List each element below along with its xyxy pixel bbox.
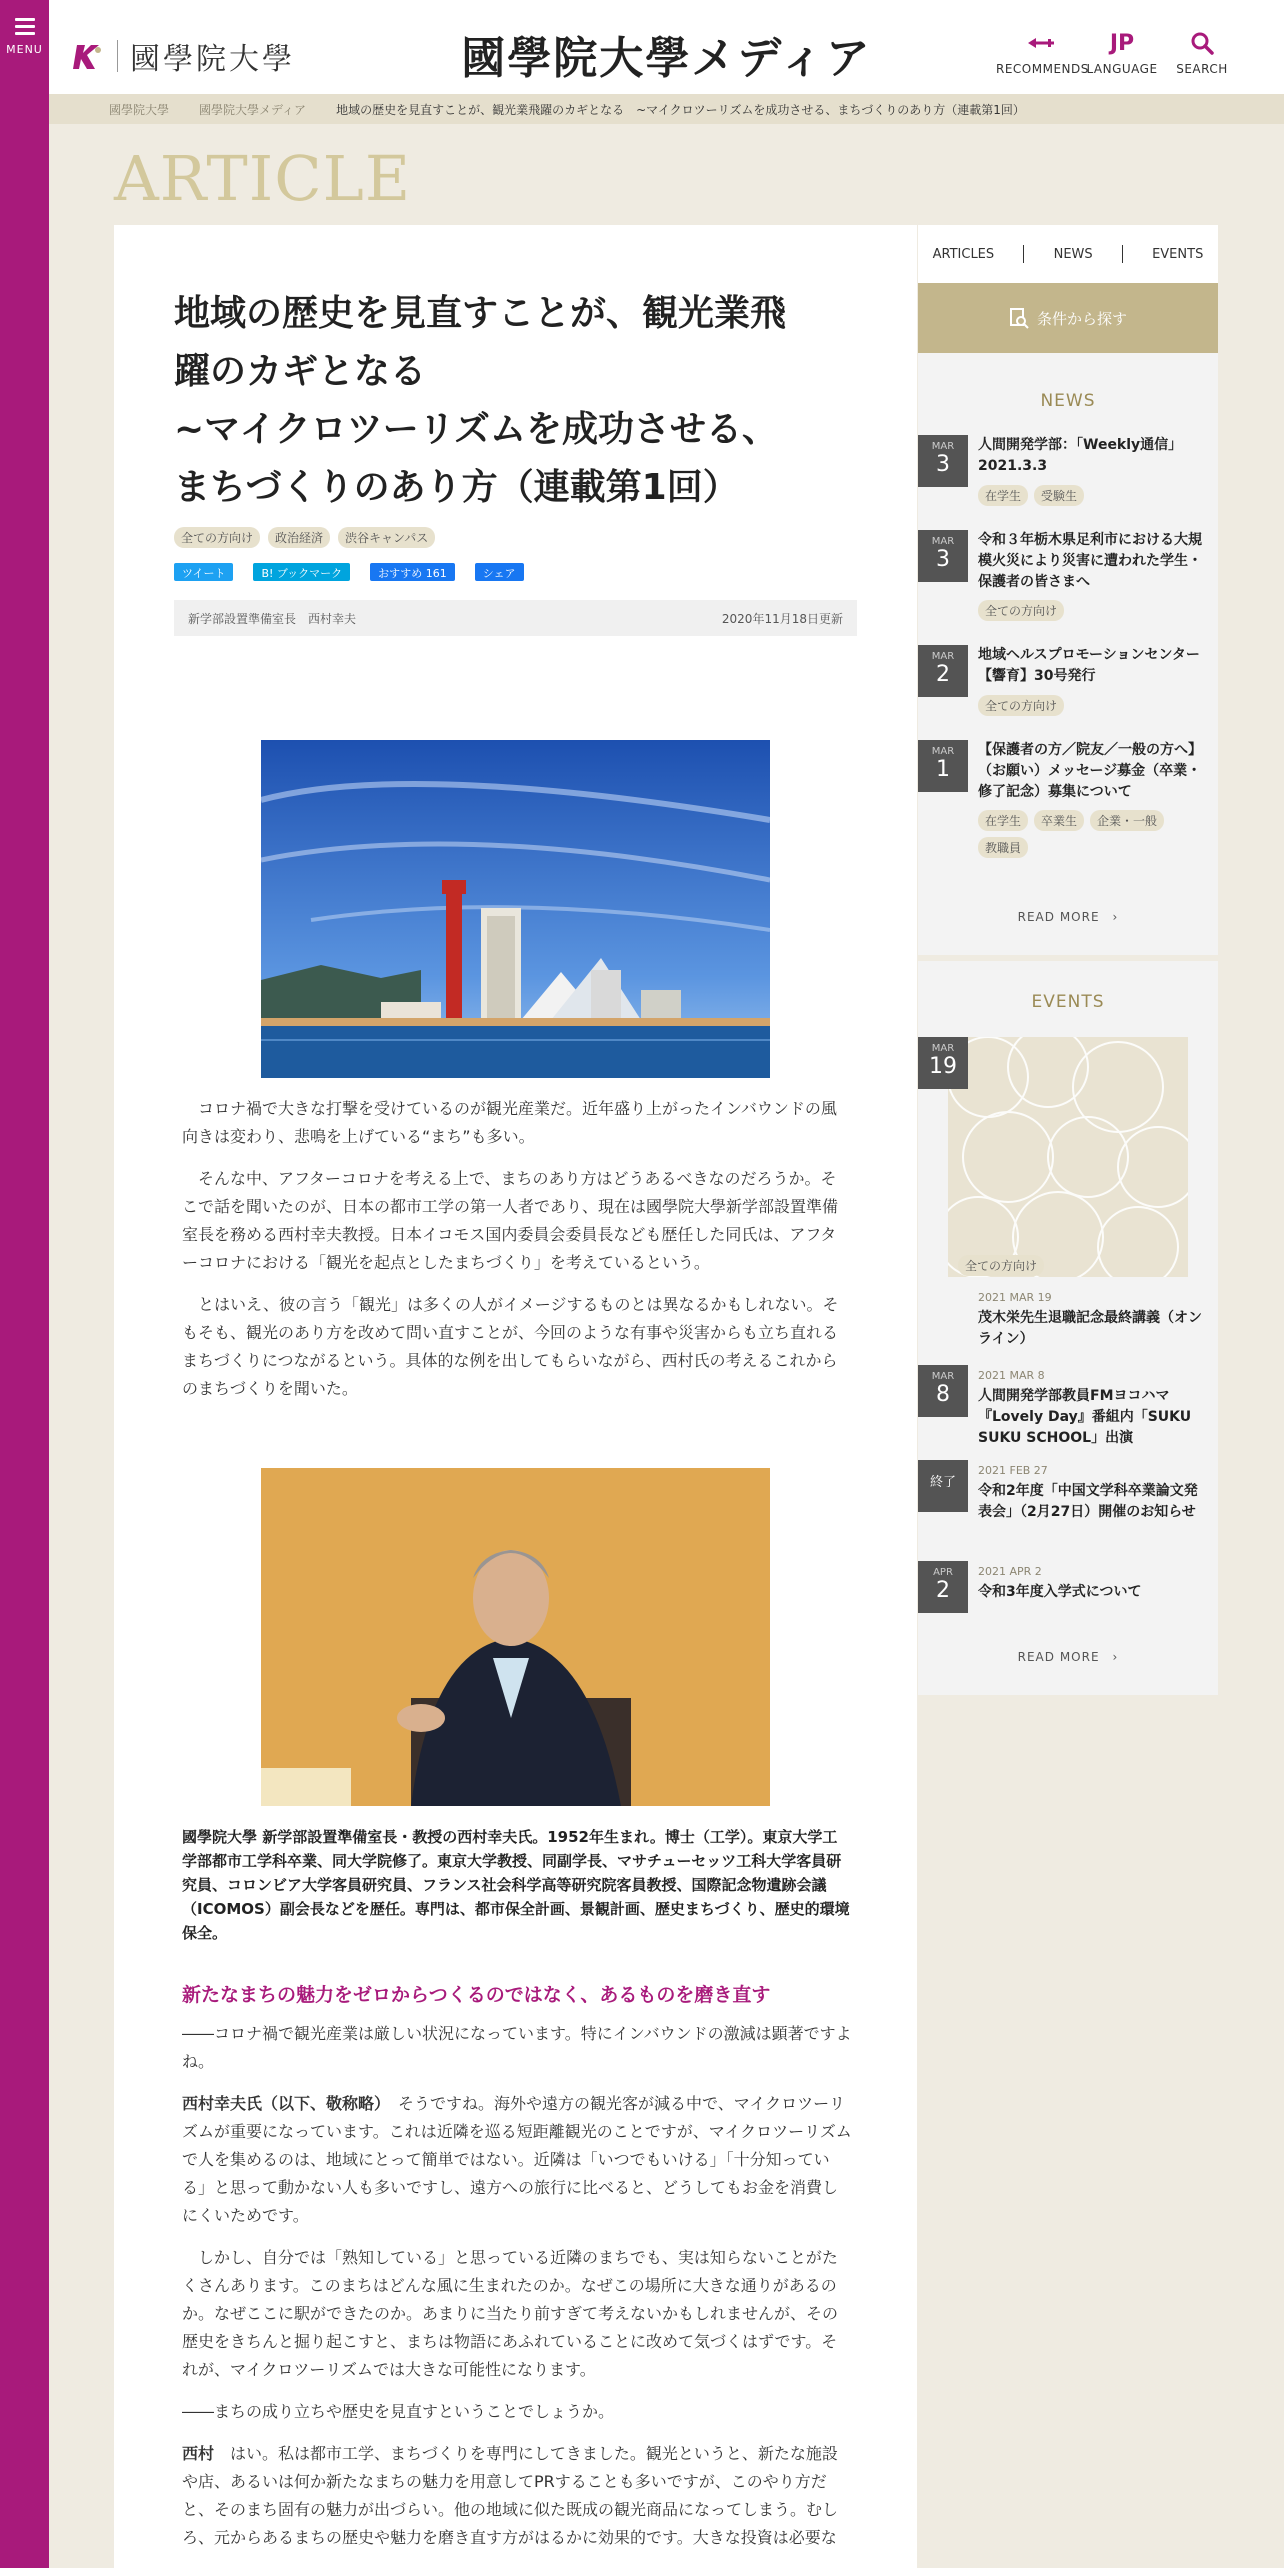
paragraph: とはいえ、彼の言う「観光」は多くの人がイメージするものとは異なるかもしれない。そもそも、観光のあり方を改めて問い直すことが、今回のような有事や災害からも立ち直れるまちづくりにつながるという。具体的な例を出してもらいながら、西村氏の考えるこれからのまちづくりを聞いた。 (182, 1295, 839, 1398)
answer-text: そうですね。海外や遠方の観光客が減る中で、マイクロツーリズムが重要になっています。これは近隣を巡る短距離観光のことですが、マイクロツーリズムで人を集めるのは、地域にとって簡単ではない。近隣は「いつでもいける」「十分知っている」と思って動かない人も多いですし、遠方への旅行に比べると、どうしてもお金を消費しにくいためです。 (182, 2094, 852, 2225)
news-title[interactable]: 地域ヘルスプロモーションセンター【響育】30号発行 (978, 647, 1200, 684)
answer (182, 2090, 852, 2230)
answer (182, 2440, 852, 2552)
chevron-right-icon: › (1099, 910, 1119, 924)
article-title-line: まちづくりのあり方（連載第1回） (174, 467, 739, 508)
paragraph: コロナ禍で大きな打撃を受けているのが観光産業だ。近年盛り上がったインバウンドの風向きは変わり、悲鳴を上げている“まち”も多い。 (182, 1099, 837, 1146)
event-title-text: 茂木栄先生退職記念最終講義（オンライン） (978, 1310, 1202, 1347)
updated-date: 2020年11月18日更新 (721, 611, 843, 626)
hatena-bookmark-button[interactable]: B! ブックマーク (253, 563, 350, 581)
speaker-name: 西村 (182, 2444, 215, 2463)
aside-nav (918, 225, 1218, 283)
site-title[interactable]: 國學院大學メディア (461, 33, 872, 84)
date-month: MAR (931, 746, 955, 757)
event-title-text: 人間開発学部教員FMヨコハマ『Lovely Day』番組内「SUKU SUKU SCHOOL」出演 (978, 1388, 1192, 1446)
divider (1122, 245, 1123, 263)
tag[interactable]: 在学生 (978, 810, 1028, 831)
recommend-arrow-icon (996, 28, 1086, 58)
news-title[interactable]: 【保護者の方／院友／一般の方へ】（お願い）メッセージ募金（卒業・修了記念）募集について (978, 742, 1202, 800)
question: ――コロナ禍で観光産業は厳しい状況になっています。特にインバウンドの激減は顕著ですよね。 (182, 2024, 852, 2071)
breadcrumb (49, 94, 1284, 124)
kobe-port-photo (261, 740, 770, 1078)
tag[interactable]: 渋谷キャンパス (338, 527, 435, 548)
event-date-text: 2021 FEB 27 (978, 1464, 1048, 1477)
event-date-text: 2021 APR 2 (978, 1565, 1042, 1578)
date-day: 2 (936, 1578, 950, 1603)
article-main (114, 225, 917, 2568)
tag[interactable]: 政治経済 (268, 527, 330, 548)
date-month: MAR (931, 651, 955, 662)
event-title[interactable] (978, 1561, 1204, 1603)
news-date (918, 435, 968, 487)
date-day: 3 (936, 452, 950, 477)
site-header (49, 0, 1284, 94)
event-date (918, 1460, 968, 1512)
search-button[interactable] (1157, 28, 1247, 76)
date-month: APR (933, 1567, 953, 1578)
date-month: MAR (931, 441, 955, 452)
event-date (918, 1561, 968, 1613)
tag[interactable]: 在学生 (978, 485, 1028, 506)
section-heading-article: ARTICLE (114, 142, 412, 215)
news-tags (978, 810, 1204, 858)
news-section-title: NEWS (1040, 391, 1096, 411)
facebook-share-button[interactable]: シェア (475, 563, 524, 581)
hamburger-icon-bar (15, 32, 35, 35)
article-title (174, 285, 864, 517)
date-day: 2 (936, 662, 950, 687)
recommends-label: RECOMMENDS (996, 62, 1089, 76)
language-button[interactable] (1077, 28, 1167, 76)
date-month: MAR (931, 1371, 955, 1382)
section-divider (918, 955, 1218, 961)
tag[interactable]: 全ての方向け (958, 1255, 1044, 1276)
menu-label: MENU (6, 43, 43, 56)
news-date (918, 530, 968, 582)
event-title-text: 令和3年度入学式について (978, 1584, 1142, 1600)
filter-search-button[interactable] (918, 283, 1218, 353)
article-tags (174, 527, 435, 548)
date-day: 1 (936, 757, 950, 782)
date-day: 19 (929, 1054, 957, 1079)
filter-search-label: 条件から探す (1036, 309, 1127, 328)
date-month: MAR (931, 1043, 955, 1054)
author-bar (174, 600, 857, 636)
news-date (918, 645, 968, 697)
tag[interactable]: 全ての方向け (174, 527, 260, 548)
interview-text (182, 2020, 852, 2566)
event-date (918, 1365, 968, 1417)
news-title[interactable]: 令和３年栃木県足利市における大規模火災により災害に遭われた学生・保護者の皆さまへ (978, 532, 1202, 590)
photo-caption: 國學院大學 新学部設置準備室長・教授の西村幸夫氏。1952年生まれ。博士（工学）。東京大学工学部都市工学科卒業、同大学院修了。東京大学教授、同副学長、マサチューセッツ工科大学客員研究員、コロンビア大学客員研究員、フランス社会科学高等研究院客員教授、国際記念物遺跡会議（ICOMOS）副会長などを歴任。専門は、都市保全計画、景観計画、歴史まちづくり、歴史的環境保全。 (182, 1828, 850, 1942)
date-day: 3 (936, 547, 950, 572)
share-buttons (174, 563, 544, 581)
language-code: JP (1109, 30, 1135, 56)
author-name: 新学部設置準備室長 西村幸夫 (188, 611, 357, 626)
nishimura-portrait-photo (261, 1468, 770, 1806)
answer-text: はい。私は都市工学、まちづくりを専門にしてきました。観光というと、新たな施設や店、あるいは何か新たなまちの魅力を用意してPRすることも多いですが、このやり方だと、そのまち固有の魅力が出づらい。他の地域に似た既成の観光商品になってしまう。むしろ、元からあるまちの歴史や魅力を磨き直す方がはるかに効果的です。大きな投資は必要な (182, 2444, 839, 2547)
read-more-label: READ MORE (1017, 910, 1100, 924)
news-read-more[interactable] (918, 908, 1218, 925)
facebook-recommend-button[interactable]: おすすめ 161 (370, 563, 455, 581)
article-title-line: ~マイクロツーリズムを成功させる、 (174, 409, 779, 450)
event-date-text: 2021 MAR 19 (978, 1291, 1052, 1304)
logo-text: 國學院大學 (130, 42, 295, 77)
hamburger-icon-bar (15, 25, 35, 28)
tag[interactable]: 卒業生 (1034, 810, 1084, 831)
language-label: LANGUAGE (1086, 62, 1158, 76)
paragraph: しかし、自分では「熟知している」と思っている近隣のまちでも、実は知らないことがたくさんあります。このまちはどんな風に生まれたのか。なぜこの場所に大きな通りがあるのか。なぜここに駅ができたのか。あまりに当たり前すぎて考えないかもしれませんが、その歴史をきちんと掘り起こすと、まちは物語にあふれていることに改めて気づくはずです。それが、マイクロツーリズムでは大きな可能性になります。 (182, 2248, 839, 2379)
speaker-name: 西村幸夫氏（以下、敬称略） (182, 2094, 383, 2113)
paragraph: そんな中、アフターコロナを考える上で、まちのあり方はどうあるべきなのだろうか。そこで話を聞いたのが、日本の都市工学の第一人者であり、現在は國學院大學新学部設置準備室長を務める西村幸夫教授。日本イコモス国内委員会委員長なども歴任した同氏は、アフターコロナにおける「観光を起点としたまちづくり」を考えているという。 (182, 1169, 839, 1272)
tab-events[interactable]: EVENTS (1152, 246, 1204, 262)
news-tags (978, 485, 1204, 506)
news-title[interactable]: 人間開発学部：「Weekly通信」2021.3.3 (978, 437, 1183, 474)
article-title-line: 地域の歴史を見直すことが、観光業飛 (174, 293, 787, 334)
tag[interactable]: 受験生 (1034, 485, 1084, 506)
question: ――まちの成り立ちや歴史を見直すということでしょうか。 (182, 2402, 615, 2421)
section-subheading: 新たなまちの魅力をゼロからつくるのではなく、あるものを磨き直す (182, 1984, 771, 2006)
tag[interactable]: 全ての方向け (978, 600, 1064, 621)
tab-news[interactable]: NEWS (1053, 246, 1093, 262)
event-title-text: 令和2年度「中国文学科卒業論文発表会」（2月27日）開催のお知らせ (978, 1483, 1198, 1520)
menu-button[interactable] (0, 14, 49, 56)
events-section-title: EVENTS (1031, 992, 1105, 1012)
read-more-label: READ MORE (1017, 1650, 1100, 1664)
recommends-button[interactable] (996, 28, 1089, 76)
event-ended-label: 終了 (929, 1475, 956, 1490)
date-day: 8 (936, 1382, 950, 1407)
tab-articles[interactable]: ARTICLES (932, 246, 995, 262)
search-icon (1157, 28, 1247, 58)
tag[interactable]: 企業・一般 (1090, 810, 1164, 831)
side-menu-bar (0, 0, 49, 2568)
divider (1023, 245, 1024, 263)
event-thumbnail (948, 1037, 1188, 1277)
event-title[interactable] (978, 1460, 1204, 1523)
tag[interactable]: 教職員 (978, 837, 1028, 858)
intro-text (182, 1095, 852, 1417)
search-label: SEARCH (1176, 62, 1228, 76)
chevron-right-icon: › (1099, 1650, 1119, 1664)
article-title-line: 躍のカギとなる (174, 351, 427, 392)
date-month: MAR (931, 536, 955, 547)
filter-search-icon (1009, 307, 1029, 329)
event-date-text: 2021 MAR 8 (978, 1369, 1045, 1382)
tweet-button[interactable]: ツイート (174, 563, 233, 581)
sidebar-panel (918, 225, 1218, 1695)
breadcrumb-item-media[interactable]: 國學院大學メディア (199, 102, 307, 117)
news-date (918, 740, 968, 792)
hamburger-icon (15, 18, 35, 21)
events-read-more[interactable] (918, 1648, 1218, 1665)
breadcrumb-item-home[interactable]: 國學院大學 (109, 102, 170, 117)
event-title[interactable] (978, 1365, 1204, 1449)
breadcrumb-item-current: 地域の歴史を見直すことが、観光業飛躍のカギとなる ~マイクロツーリズムを成功させる、まちづくりのあり方（連載第1回） (336, 102, 1025, 117)
news-tags (978, 600, 1204, 621)
tag[interactable]: 全ての方向け (978, 695, 1064, 716)
news-tags (978, 695, 1204, 716)
event-title[interactable] (978, 1287, 1204, 1350)
event-date (918, 1037, 968, 1089)
